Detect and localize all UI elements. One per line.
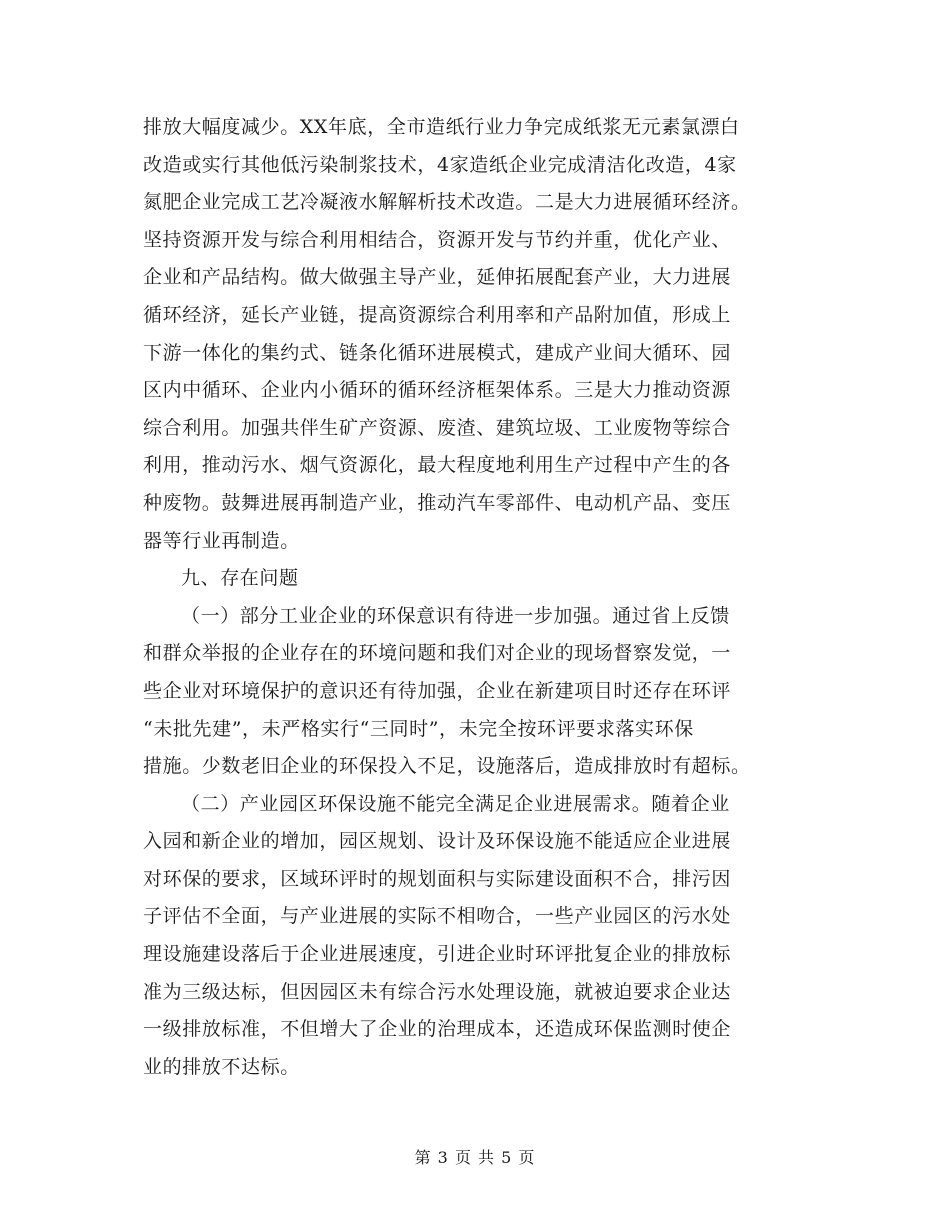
- text-line: 排放大幅度减少。XX年底，全市造纸行业力争完成纸浆无元素氯漂白: [143, 116, 740, 138]
- text-line: （二）产业园区环保设施不能完全满足企业进展需求。随着企业: [181, 792, 730, 815]
- text-line: 利用，推动污水、烟气资源化，最大程度地利用生产过程中产生的各: [143, 454, 732, 477]
- text-line: 改造或实行其他低污染制浆技术，4家造纸企业完成清洁化改造，4家: [143, 153, 737, 176]
- text-line: 一级排放标准，不但增大了企业的治理成本，还造成环保监测时使企: [143, 1018, 732, 1041]
- text-line: 些企业对环境保护的意识还有待加强，企业在新建项目时还存在环评: [143, 679, 732, 702]
- page-footer: 第 3 页 共 5 页: [414, 1148, 536, 1167]
- text-line: 和群众举报的企业存在的环境问题和我们对企业的现场督察发觉，一: [143, 642, 732, 665]
- text-line: 区内中循环、企业内小循环的循环经济框架体系。三是大力推动资源: [143, 379, 732, 402]
- text-line: 企业和产品结构。做大做强主导产业，延伸拓展配套产业，大力进展: [143, 266, 732, 289]
- text-line: 器等行业再制造。: [143, 529, 300, 552]
- text-line: 氮肥企业完成工艺冷凝液水解解析技术改造。二是大力进展循环经济。: [143, 191, 751, 214]
- text-line: 循环经济，延长产业链，提高资源综合利用率和产品附加值，形成上: [143, 303, 732, 326]
- text-line: 准为三级达标，但因园区未有综合污水处理设施，就被迫要求企业达: [143, 980, 732, 1003]
- body-text: [143, 109, 813, 1086]
- text-line: “未批先建”，未严格实行“三同时”，未完全按环评要求落实环保: [143, 717, 694, 740]
- text-line: 理设施建设落后于企业进展速度，引进企业时环评批复企业的排放标: [143, 943, 732, 966]
- text-line: 措施。少数老旧企业的环保投入不足，设施落后，造成排放时有超标。: [143, 755, 751, 778]
- text-line: 种废物。鼓舞进展再制造产业，推动汽车零部件、电动机产品、变压: [143, 491, 732, 514]
- section-heading: 九、存在问题: [181, 567, 299, 590]
- text-line: （一）部分工业企业的环保意识有待进一步加强。通过省上反馈: [181, 604, 730, 627]
- text-line: 对环保的要求，区域环评时的规划面积与实际建设面积不合，排污因: [143, 867, 732, 890]
- text-line: 坚持资源开发与综合利用相结合，资源开发与节约并重，优化产业、: [143, 228, 732, 251]
- text-line: 业的排放不达标。: [143, 1055, 300, 1078]
- text-line: 下游一体化的集约式、链条化循环进展模式，建成产业间大循环、园: [143, 341, 732, 364]
- text-line: 入园和新企业的增加，园区规划、设计及环保设施不能适应企业进展: [143, 830, 732, 853]
- text-line: 综合利用。加强共伴生矿产资源、废渣、建筑垃圾、工业废物等综合: [143, 416, 732, 439]
- text-line: 子评估不全面，与产业进展的实际不相吻合，一些产业园区的污水处: [143, 905, 732, 928]
